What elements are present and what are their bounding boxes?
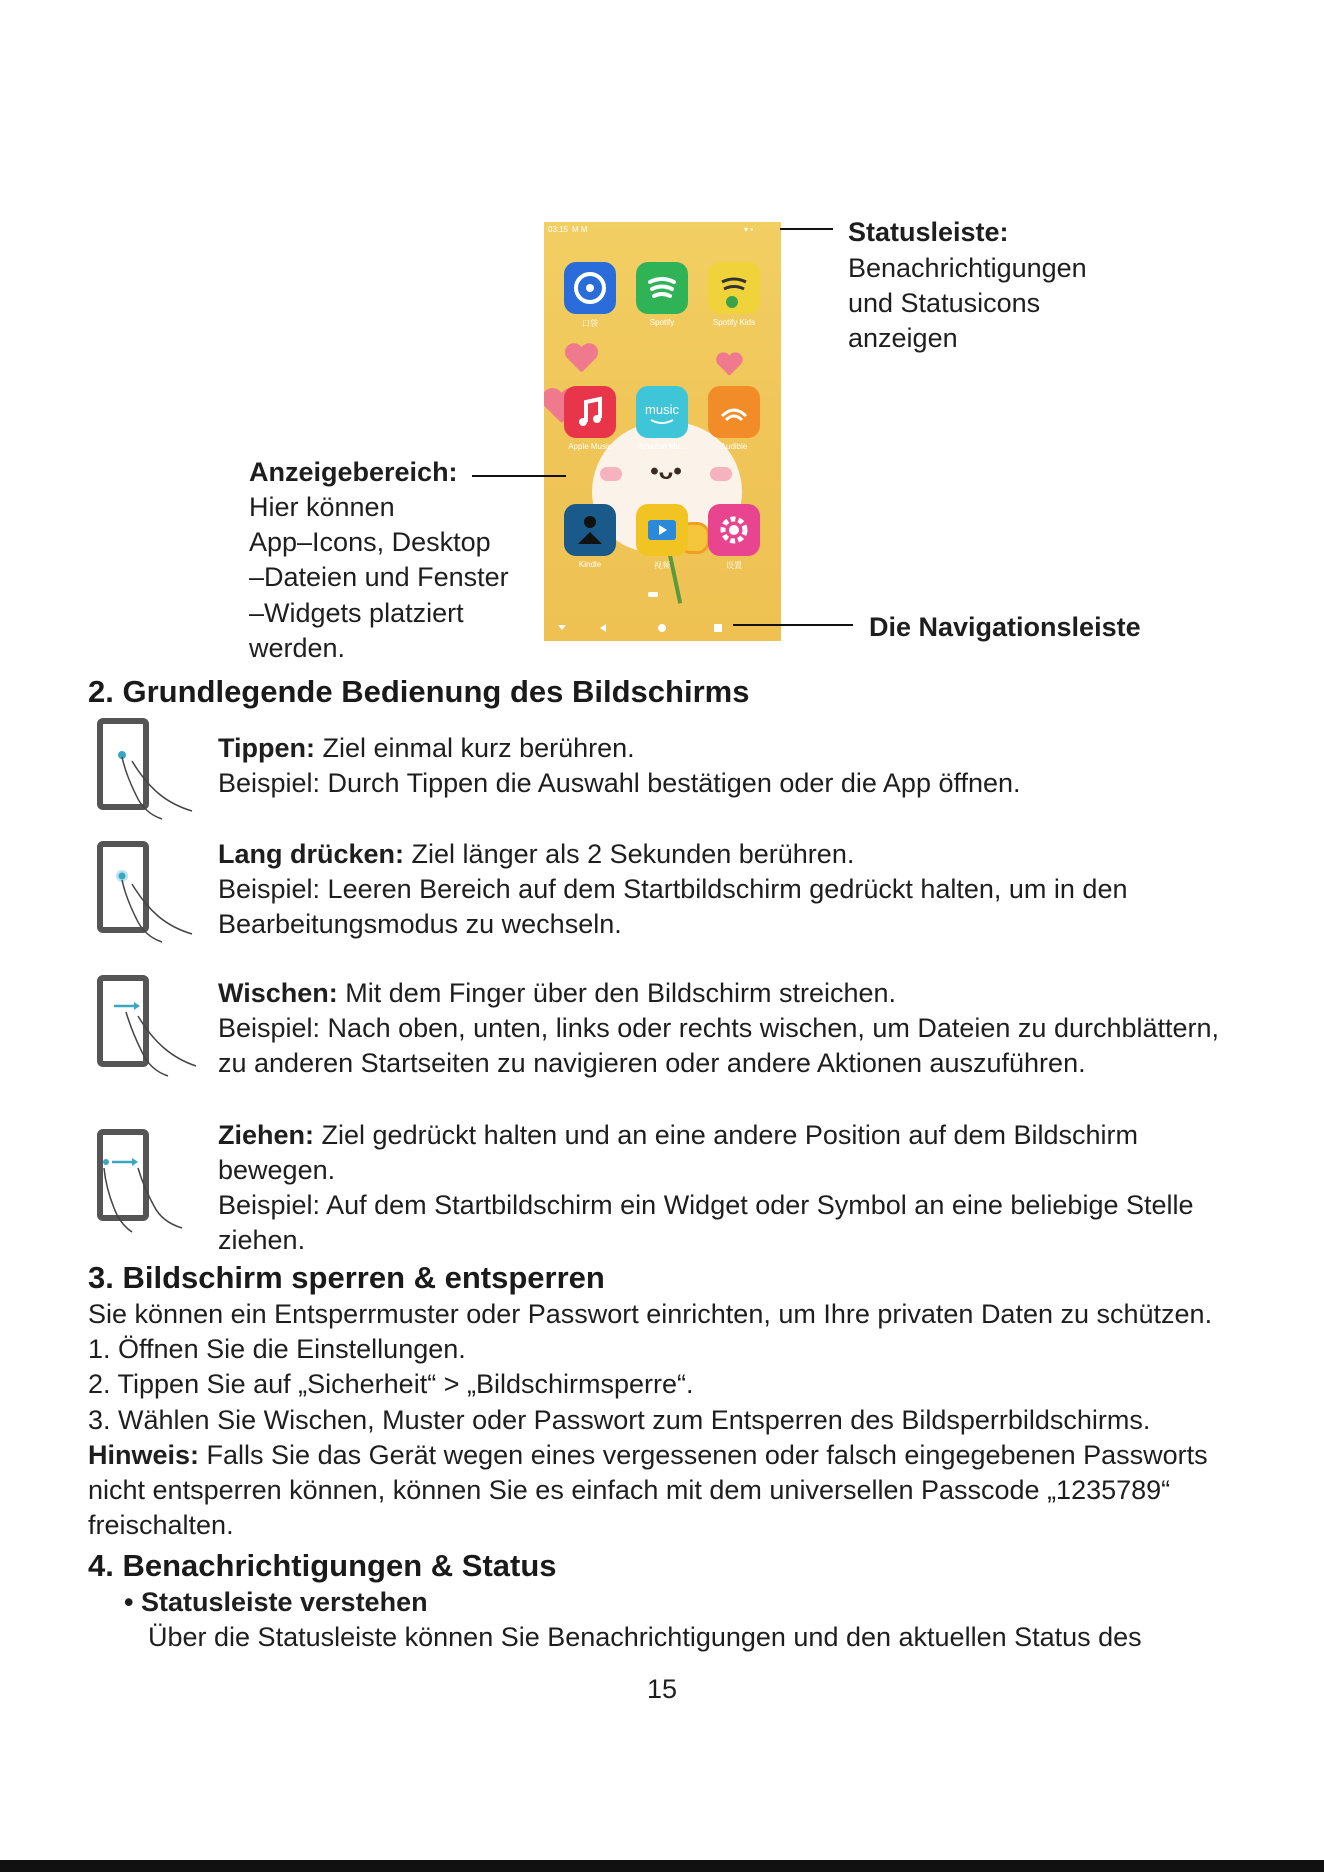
statusbar-callout-line-1: Benachrichtigungen (848, 253, 1087, 283)
section-4-text: Über die Statusleiste können Sie Benachrichtigungen und den aktuellen Status des (148, 1622, 1142, 1652)
phone-home-screen-image (544, 222, 781, 641)
swipe-example-2: zu anderen Startseiten zu navigieren oder andere Aktionen auszuführen. (218, 1048, 1086, 1078)
page-number: 15 (646, 1674, 678, 1704)
app-label: 设置 (726, 561, 742, 570)
phone-navigation-bar (544, 616, 781, 641)
long-press-description (218, 837, 854, 872)
display-callout-line-2: App–Icons, Desktop (249, 527, 491, 557)
bunny-face: •ᴗ• (650, 458, 682, 485)
note-text: Falls Sie das Gerät wegen eines vergessenen oder falsch eingegebenen Passworts (199, 1440, 1208, 1470)
note-line-1 (88, 1438, 1208, 1473)
audible-icon (708, 386, 760, 438)
drag-desc-text: Ziel gedrückt halten und an eine andere Position auf dem Bildschirm (321, 1120, 1139, 1150)
drag-description (218, 1118, 1138, 1153)
navbar-callout-line (733, 624, 853, 626)
notification-icons: M M (572, 225, 588, 234)
heart-decoration (715, 353, 742, 377)
phone-status-time: 03:15 (548, 225, 569, 234)
tap-description (218, 731, 635, 766)
swipe-description (218, 976, 896, 1011)
drag-example-1: Beispiel: Auf dem Startbildschirm ein Widget oder Symbol an eine beliebige Stelle (218, 1190, 1194, 1220)
statusbar-bullet: • Statusleiste verstehen (124, 1587, 428, 1617)
music-note-icon (564, 386, 616, 438)
app-label: 口袋 (582, 319, 598, 328)
app-label: Kindle (578, 560, 602, 569)
tap-title: Tippen: (218, 733, 315, 763)
long-press-example-1: Beispiel: Leeren Bereich auf dem Startbildschirm gedrückt halten, um in den (218, 874, 1128, 904)
long-press-title: Lang drücken: (218, 839, 405, 869)
section-3-heading: 3. Bildschirm sperren & entsperren (88, 1260, 605, 1295)
svg-text:music: music (645, 402, 679, 417)
wifi-battery-icons: ▾ ▪ (744, 225, 754, 234)
spotify-kids-icon (708, 262, 760, 314)
tap-example: Beispiel: Durch Tippen die Auswahl bestätigen oder die App öffnen. (218, 768, 1021, 798)
bunny-cheek (710, 467, 732, 481)
spotify-icon (636, 262, 688, 314)
kindle-reader-icon (564, 504, 616, 556)
step-2: 2. Tippen Sie auf „Sicherheit“ > „Bildschirmsperre“. (88, 1369, 694, 1399)
tap-desc-text: Ziel einmal kurz berühren. (322, 733, 635, 763)
video-icon (636, 504, 688, 556)
display-callout-line-5: werden. (249, 633, 346, 663)
step-3: 3. Wählen Sie Wischen, Muster oder Passwort zum Entsperren des Bildsperrbildschirms. (88, 1405, 1151, 1435)
app-label: Amazon Mu... (637, 442, 687, 451)
navbar-callout-title: Die Navigationsleiste (869, 612, 1141, 642)
section-4-heading: 4. Benachrichtigungen & Status (88, 1548, 557, 1583)
drag-description-2: bewegen. (218, 1155, 336, 1185)
note-label: Hinweis: (88, 1440, 200, 1470)
display-callout-line-1: Hier können (249, 492, 395, 522)
display-callout-line (472, 475, 566, 477)
section-2-heading: 2. Grundlegende Bedienung des Bildschirms (88, 674, 750, 709)
statusbar-callout-line-3: anzeigen (848, 323, 958, 353)
page-bottom-edge (0, 1860, 1324, 1872)
section-3-intro: Sie können ein Entsperrmuster oder Passwort einrichten, um Ihre privaten Daten zu schützen. (88, 1299, 1213, 1329)
step-1: 1. Öffnen Sie die Einstellungen. (88, 1334, 466, 1364)
drag-title: Ziehen: (218, 1120, 315, 1150)
long-press-gesture-icon (92, 838, 202, 948)
long-press-example-2: Bearbeitungsmodus zu wechseln. (218, 909, 622, 939)
note-line-2: nicht entsperren können, können Sie es einfach mit dem universellen Passcode „1235789“ (88, 1475, 1171, 1505)
swipe-gesture-icon (92, 972, 202, 1082)
display-callout-line-4: –Widgets platziert (249, 598, 464, 628)
statusbar-callout-line (780, 228, 833, 230)
swipe-example-1: Beispiel: Nach oben, unten, links oder rechts wischen, um Dateien zu durchblättern, (218, 1013, 1220, 1043)
swipe-title: Wischen: (218, 978, 338, 1008)
app-label: 视频 (654, 561, 670, 570)
swipe-desc-text: Mit dem Finger über den Bildschirm streichen. (345, 978, 897, 1008)
heart-decoration (564, 344, 598, 374)
app-label: Spotify Kids (712, 318, 756, 327)
page-indicator (648, 592, 658, 597)
music-disc-icon (564, 262, 616, 314)
amazon-music-icon (636, 386, 688, 438)
statusbar-callout-line-2: und Statusicons (848, 288, 1041, 318)
tap-gesture-icon (92, 715, 202, 825)
drag-example-2: ziehen. (218, 1225, 306, 1255)
note-line-3: freischalten. (88, 1510, 234, 1540)
phone-status-bar (544, 222, 781, 238)
display-callout-line-3: –Dateien und Fenster (249, 562, 509, 592)
drag-gesture-icon (92, 1126, 202, 1236)
bunny-cheek (600, 467, 622, 481)
app-label: Audible (720, 442, 748, 451)
statusbar-callout-title: Statusleiste: (848, 217, 1009, 247)
app-label: Spotify (649, 318, 675, 327)
display-callout-title: Anzeigebereich: (249, 457, 458, 487)
app-label: Apple Music (568, 442, 612, 451)
long-press-desc-text: Ziel länger als 2 Sekunden berühren. (411, 839, 855, 869)
settings-gear-icon (708, 504, 760, 556)
